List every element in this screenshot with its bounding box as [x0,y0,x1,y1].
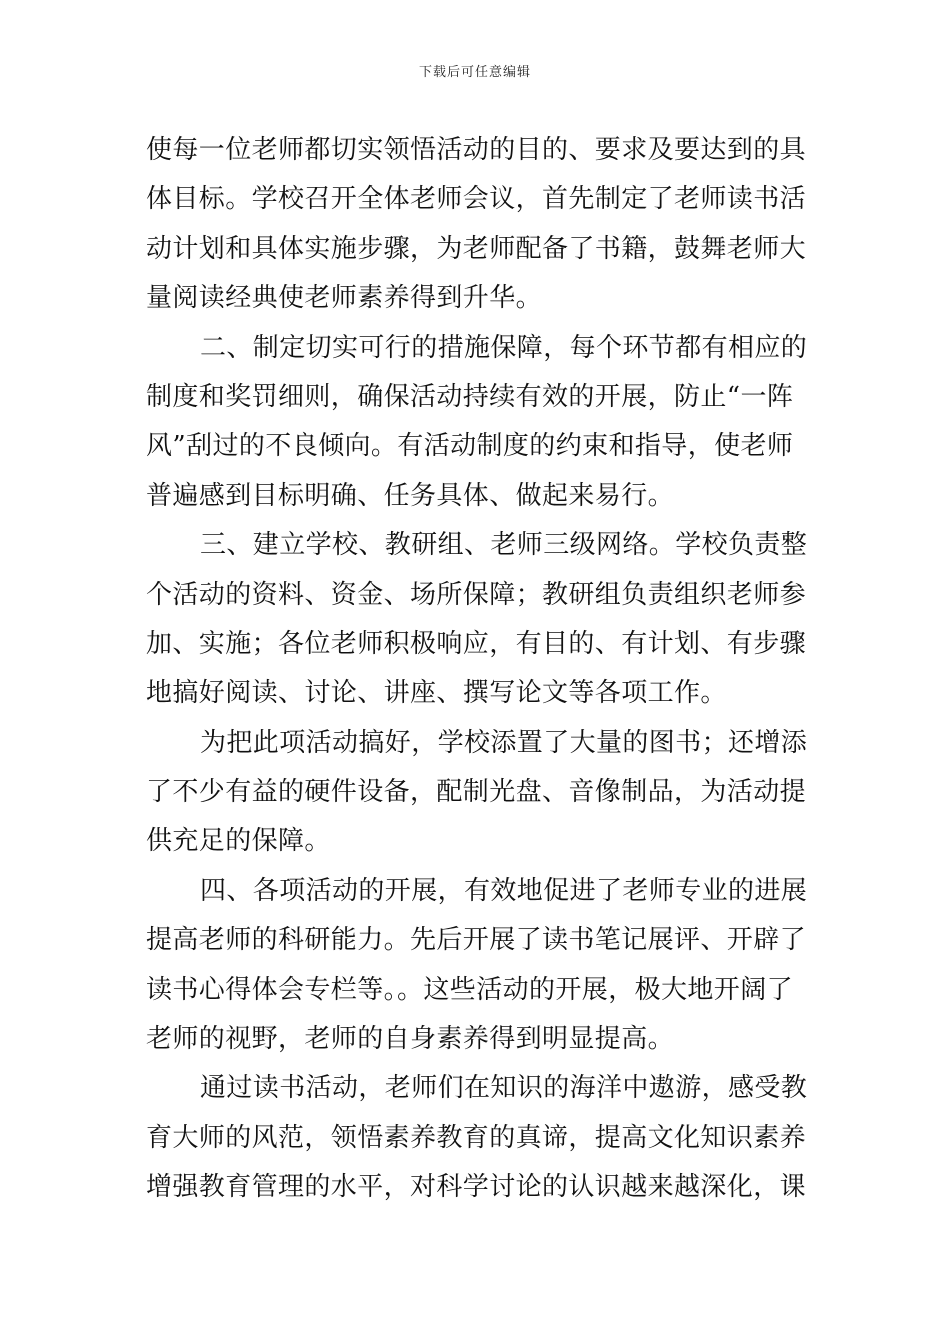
text-line: 风”刮过的不良倾向。有活动制度的约束和指导，使老师 [146,431,794,462]
paragraph [146,1064,816,1212]
text-line: 使每一位老师都切实领悟活动的目的、要求及要达到的具 [146,135,807,165]
text-line: 增强教育管理的水平，对科学讨论的认识越来越深化，课 [146,1172,807,1203]
text-line: 读书心得体会专栏等。。这些活动的开展，极大地开阔了 [146,974,794,1005]
text-line: 地搞好阅读、讨论、讲座、撰写论文等各项工作。 [146,678,727,709]
text-line: 通过读书活动，老师们在知识的海洋中遨游，感受教 [200,1073,808,1104]
text-line: 四、各项活动的开展，有效地促进了老师专业的进展 [200,875,808,906]
paragraph [146,324,816,522]
text-line: 二、制定切实可行的措施保障，每个环节都有相应的 [200,332,808,363]
text-line: 提高老师的科研能力。先后开展了读书笔记展评、开辟了 [146,925,807,956]
text-line: 老师的视野，老师的自身素养得到明显提高。 [146,1024,675,1055]
text-line: 个活动的资料、资金、场所保障；教研组负责组织老师参 [146,579,807,610]
paragraph [146,521,816,719]
text-line: 育大师的风范，领悟素养教育的真谛，提高文化知识素养 [146,1122,807,1153]
text-line: 供充足的保障。 [146,826,331,857]
text-line: 了不少有益的硬件设备，配制光盘、音像制品，为活动提 [146,777,807,808]
text-line: 加、实施；各位老师积极响应，有目的、有计划、有步骤 [146,628,807,659]
text-line: 普遍感到目标明确、任务具体、做起来易行。 [146,480,675,511]
text-line: 制度和奖罚细则，确保活动持续有效的开展，防止“一阵 [146,381,794,412]
paragraph [146,867,816,1065]
document-body [146,126,816,1213]
text-line: 量阅读经典使老师素养得到升华。 [146,283,543,314]
text-line: 体目标。学校召开全体老师会议，首先制定了老师读书活 [146,184,807,215]
paragraph [146,126,816,324]
paragraph [146,719,816,867]
page-header: 下载后可任意编辑 [418,65,531,80]
text-line: 动计划和具体实施步骤，为老师配备了书籍，鼓舞老师大 [146,233,807,264]
text-line: 三、建立学校、教研组、老师三级网络。学校负责整 [200,530,808,561]
text-line: 为把此项活动搞好，学校添置了大量的图书；还增添 [200,727,808,758]
